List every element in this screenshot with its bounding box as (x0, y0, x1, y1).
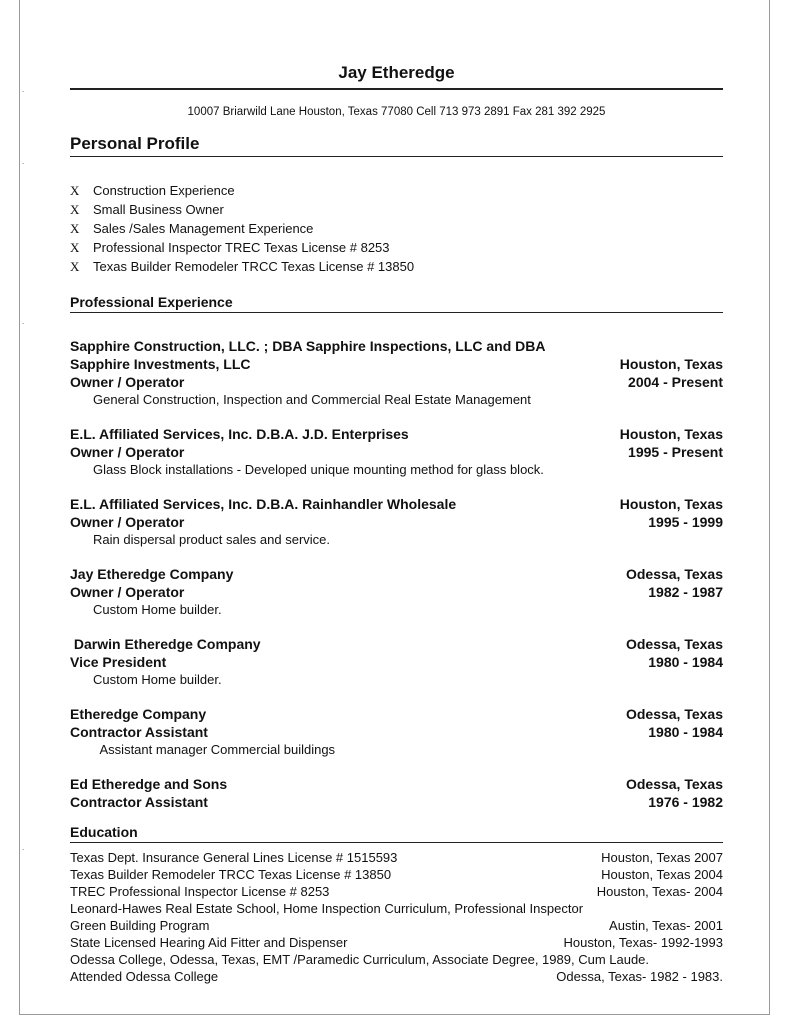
education-item: Odessa College, Odessa, Texas, EMT /Paramedic Curriculum, Associate Degree, 1989, Cum Laude. (70, 952, 650, 967)
profile-item: X Texas Builder Remodeler TRCC Texas License # 13850 (70, 259, 415, 274)
job-title: Contractor Assistant (70, 724, 208, 740)
company-name: Etheredge Company (70, 706, 207, 722)
job-entry (70, 705, 723, 758)
education-item: State Licensed Hearing Aid Fitter and Dispenser Houston, Texas- 1992-1993 (70, 935, 723, 950)
x-bullet-icon: X (70, 221, 80, 236)
job-description: Custom Home builder. (93, 602, 222, 617)
job-location: Houston, Texas (619, 496, 723, 512)
margin-mark: . (22, 843, 25, 852)
job-location: Odessa, Texas (625, 636, 723, 652)
job-description: General Construction, Inspection and Commercial Real Estate Management (93, 392, 531, 407)
education-list (70, 849, 723, 985)
job-title: Owner / Operator (70, 514, 185, 530)
job-dates: 1995 - 1999 (648, 514, 723, 530)
job-entry (70, 337, 723, 408)
company-name: Darwin Etheredge Company (70, 636, 261, 652)
margin-mark: . (22, 317, 25, 326)
company-name: E.L. Affiliated Services, Inc. D.B.A. J.D. Enterprises (70, 426, 409, 442)
company-name: Sapphire Investments, LLC (70, 356, 251, 372)
job-title: Vice President (70, 654, 167, 670)
x-bullet-icon: X (70, 202, 80, 217)
job-location: Odessa, Texas (625, 566, 723, 582)
job-dates: 1976 - 1982 (648, 794, 723, 810)
job-entry (70, 495, 723, 548)
profile-list (70, 181, 723, 276)
job-dates: 1980 - 1984 (648, 724, 723, 740)
job-title: Owner / Operator (70, 584, 185, 600)
job-location: Houston, Texas (619, 356, 723, 372)
education-item: Attended Odessa College Odessa, Texas- 1982 - 1983. (70, 969, 723, 984)
x-bullet-icon: X (70, 183, 80, 198)
education-item: Texas Dept. Insurance General Lines License # 1515593 Houston, Texas 2007 (70, 850, 723, 865)
job-dates: 1980 - 1984 (648, 654, 723, 670)
job-description: Assistant manager Commercial buildings (93, 742, 336, 757)
job-location: Houston, Texas (619, 426, 723, 442)
x-bullet-icon: X (70, 240, 80, 255)
job-entry (70, 425, 723, 478)
profile-item: X Construction Experience (70, 183, 235, 198)
profile-item: X Small Business Owner (70, 202, 224, 217)
professional-experience-heading: Professional Experience (70, 293, 723, 313)
education-heading: Education (70, 823, 723, 843)
margin-mark: . (22, 157, 25, 166)
job-dates: 1982 - 1987 (648, 584, 723, 600)
job-location: Odessa, Texas (625, 706, 723, 722)
job-dates: 2004 - Present (628, 374, 723, 390)
company-name: Ed Etheredge and Sons (70, 776, 228, 792)
contact-address: 10007 Briarwild Lane Houston, Texas 77080 Cell 713 973 2891 Fax 281 392 2925 (187, 106, 606, 118)
resume-document (70, 62, 723, 985)
job-location: Odessa, Texas (625, 776, 723, 792)
job-entry (70, 775, 723, 811)
job-entry (70, 635, 723, 688)
job-title: Owner / Operator (70, 444, 185, 460)
education-item: TREC Professional Inspector License # 8253 Houston, Texas- 2004 (70, 884, 723, 899)
job-dates: 1995 - Present (628, 444, 723, 460)
job-entry (70, 565, 723, 618)
job-description: Rain dispersal product sales and service. (93, 532, 331, 547)
education-item: Leonard-Hawes Real Estate School, Home Inspection Curriculum, Professional Inspector (70, 901, 584, 916)
job-description: Glass Block installations - Developed unique mounting method for glass block. (93, 462, 544, 477)
profile-item: X Professional Inspector TREC Texas License # 8253 (70, 240, 390, 255)
education-item: Texas Builder Remodeler TRCC Texas License # 13850 Houston, Texas 2004 (70, 867, 723, 882)
personal-profile-heading: Personal Profile (70, 134, 723, 157)
company-name: Sapphire Construction, LLC. ; DBA Sapphire Inspections, LLC and DBA (70, 338, 546, 354)
education-item: Green Building Program Austin, Texas- 2001 (70, 918, 723, 933)
job-title: Owner / Operator (70, 374, 185, 390)
job-title: Contractor Assistant (70, 794, 208, 810)
company-name: E.L. Affiliated Services, Inc. D.B.A. Rainhandler Wholesale (70, 496, 457, 512)
margin-mark: . (22, 85, 25, 94)
job-list (70, 337, 723, 811)
x-bullet-icon: X (70, 259, 80, 274)
company-name: Jay Etheredge Company (70, 566, 234, 582)
job-description: Custom Home builder. (93, 672, 222, 687)
resume-name: Jay Etheredge (70, 62, 723, 90)
profile-item: X Sales /Sales Management Experience (70, 221, 314, 236)
